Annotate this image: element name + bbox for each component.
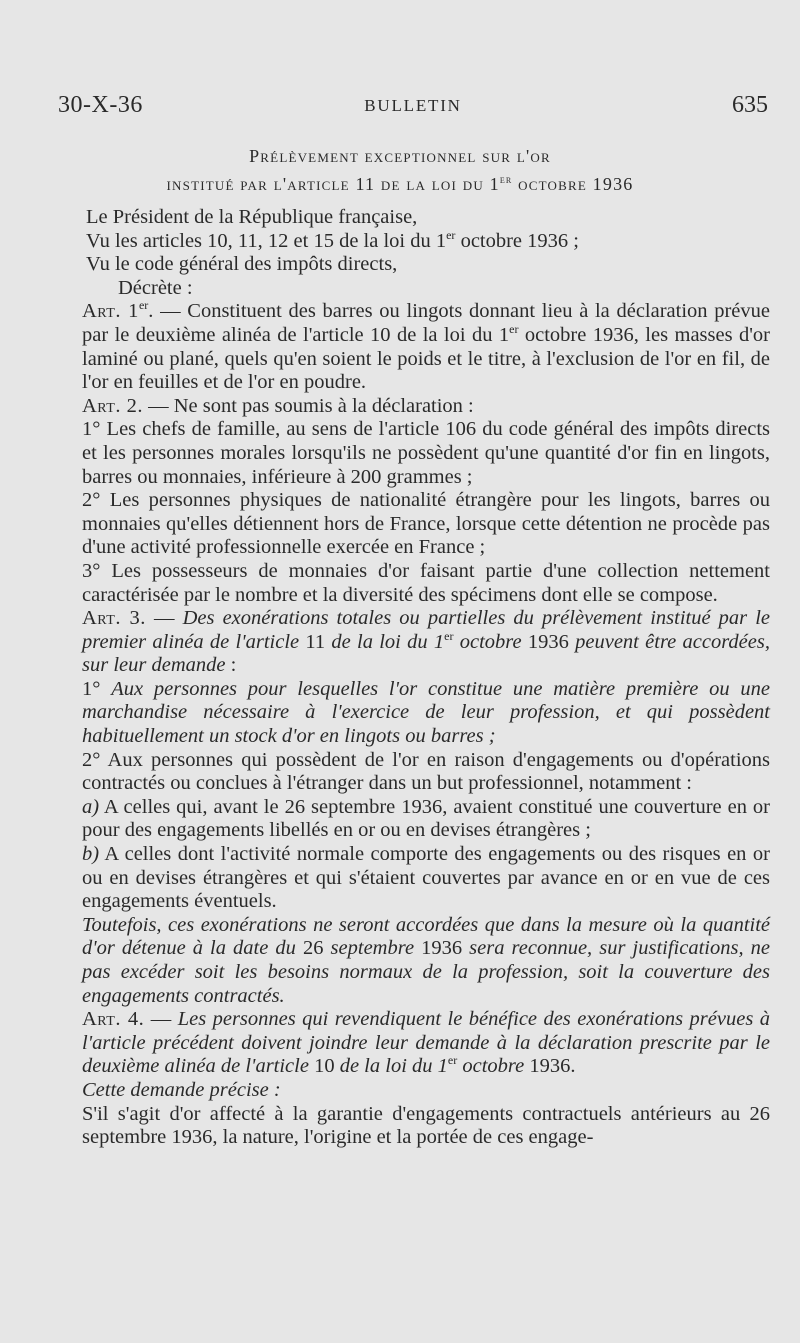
- document-subtitle: institué par l'article 11 de la loi du 1er octobre 1936: [166, 174, 634, 194]
- article-4-continued: S'il s'agit d'or affecté à la garantie d'engagements contractuels antérieurs au 26 septembre 1936, la nature, l'origine et la portée de ces engage-: [82, 1102, 770, 1149]
- article-4: Art. 4. — Les personnes qui revendiquent le bénéfice des exonérations prévues à l'article précédent doivent joindre leur demande à la déclaration prescrite par le deuxième alinéa de l'article 10 de la loi du 1er octobre 1936.: [82, 1008, 770, 1078]
- page-number: 635: [732, 92, 768, 118]
- article-2-item-3: 3° Les possesseurs de monnaies d'or faisant partie d'une collection nettement caractérisée par le nombre et la diversité des spécimens dont elle se compose.: [82, 559, 770, 606]
- preamble-vu-articles: Vu les articles 10, 11, 12 et 15 de la loi du 1er octobre 1936 ;: [86, 227, 579, 252]
- article-4-demande: Cette demande précise :: [82, 1078, 281, 1101]
- header-date: 30-X-36: [58, 92, 143, 118]
- article-3-item-2: 2° Aux personnes qui possèdent de l'or en raison d'engagements ou d'opérations contractés ou conclues à l'étranger dans un but professionnel, notamment :: [82, 748, 770, 795]
- article-2: Art. 2. — Ne sont pas soumis à la déclaration :: [82, 394, 474, 417]
- article-3-item-2b: b) A celles dont l'activité normale comporte des engagements ou des risques en or ou en devises étrangères et qui s'étaient couvertes par avance en or en vue de ces engagements éventuels.: [82, 843, 770, 913]
- document-body: [58, 206, 770, 1150]
- article-3-item-1: 1° Aux personnes pour lesquelles l'or constitue une matière première ou une marchandise nécessaire à l'exercice de leur profession, et qui possèdent habituellement un stock d'or en lingots ou barres ;: [82, 677, 770, 748]
- article-2-item-1: 1° Les chefs de famille, au sens de l'article 106 du code général des impôts directs et les personnes morales lorsqu'ils ne possèdent qu'une quantité d'or fin en lingots, barres ou monnaies, inférieure à 200 grammes ;: [82, 418, 770, 488]
- preamble-president: Le Président de la République française,: [86, 206, 418, 228]
- running-header: [58, 92, 768, 122]
- header-title: BULLETIN: [364, 96, 462, 115]
- article-2-item-2: 2° Les personnes physiques de nationalité étrangère pour les lingots, barres ou monnaies qu'elles détiennent hors de France, lorsque cette détention ne procède pas d'une activité professionnelle exercée en France ;: [82, 489, 770, 559]
- article-3: Art. 3. — Des exonérations totales ou partielles du prélèvement institué par le premier alinéa de l'article 11 de la loi du 1er octobre 1936 peuvent être accordées, sur leur demande :: [82, 607, 770, 677]
- article-1: Art. 1er. — Constituent des barres ou lingots donnant lieu à la déclaration prévue par le deuxième alinéa de l'article 10 de la loi du 1er octobre 1936, les masses d'or laminé ou plané, quels qu'en soient le poids et le titre, à l'exclusion de l'or en fil, de l'or en feuilles et de l'or en poudre.: [82, 298, 771, 394]
- article-3-toutefois: Toutefois, ces exonérations ne seront accordées que dans la mesure où la quantité d'or détenue à la date du 26 septembre 1936 sera reconnue, sur justifications, ne pas excéder soit les besoins normaux de la profession, soit la couverture des engagements contractés.: [82, 913, 770, 1007]
- document-title: Prélèvement exceptionnel sur l'or: [249, 146, 551, 166]
- article-3-item-2a: a) A celles qui, avant le 26 septembre 1936, avaient constitué une couverture en or pour des engagements libellés en or ou en devises étrangères ;: [82, 795, 770, 842]
- preamble-vu-code: Vu le code général des impôts directs,: [86, 253, 398, 276]
- preamble-decrete: Décrète :: [118, 276, 193, 299]
